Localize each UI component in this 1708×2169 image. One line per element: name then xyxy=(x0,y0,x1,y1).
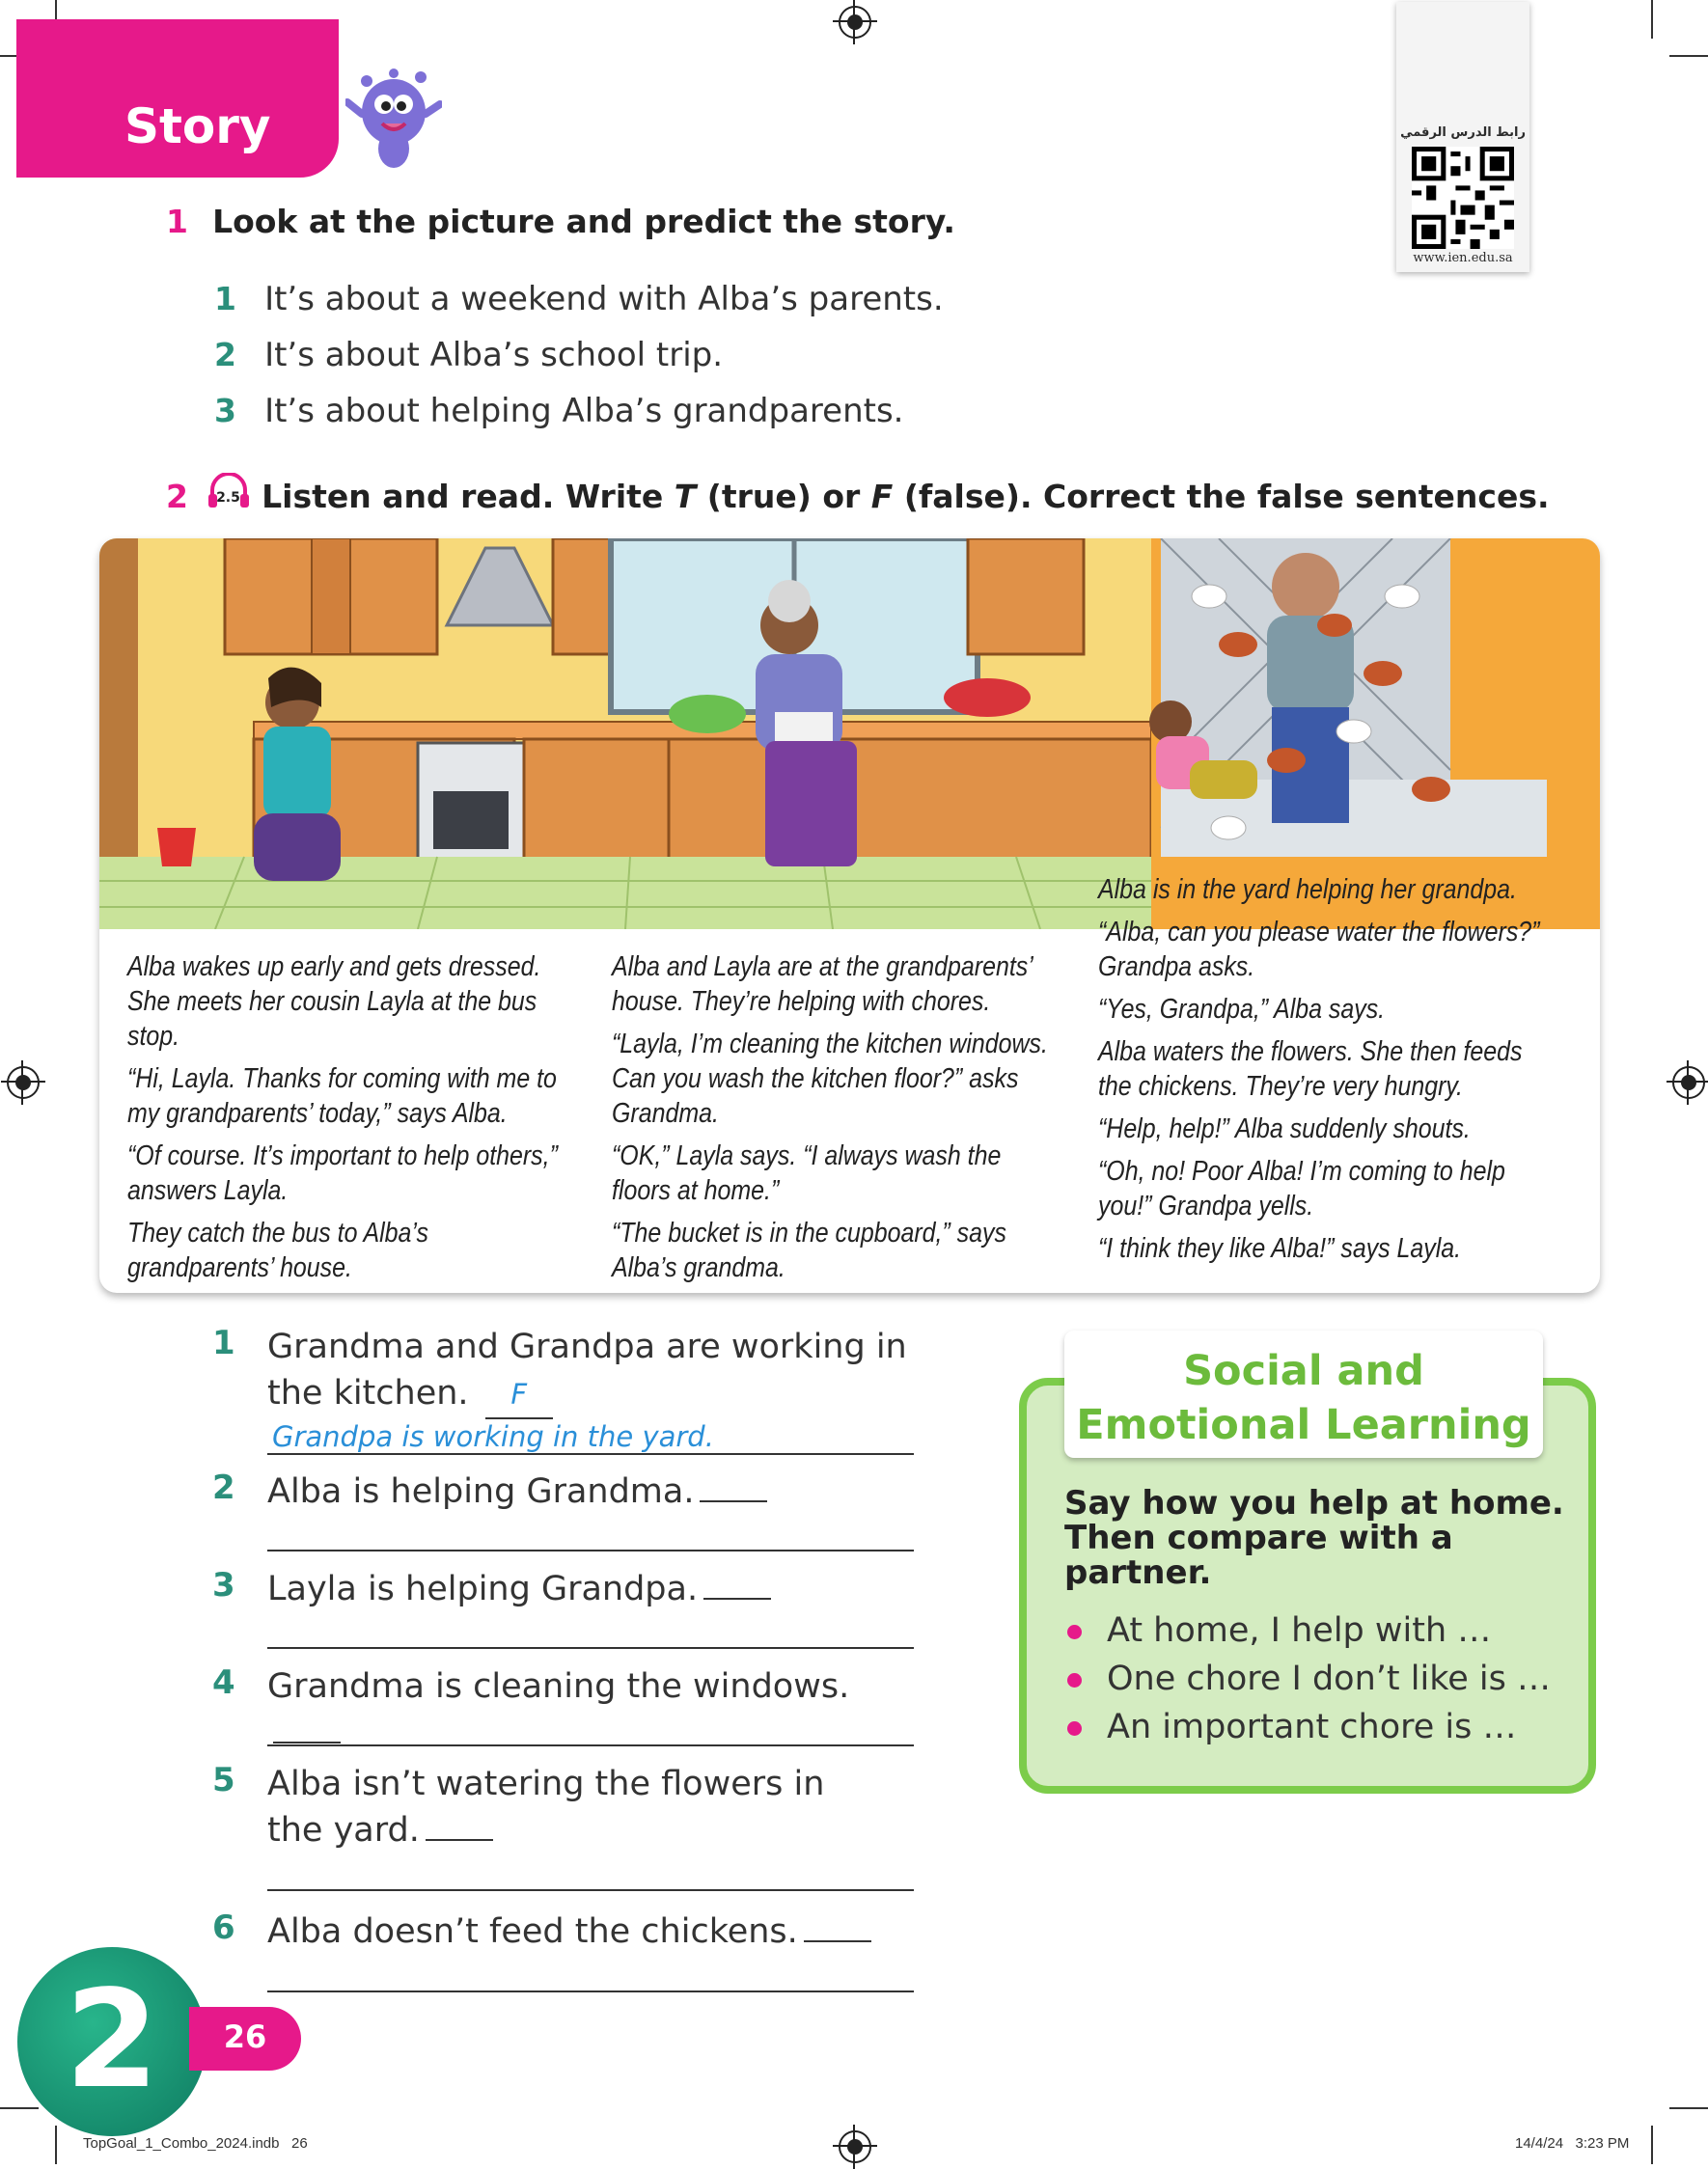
qr-code-card[interactable] xyxy=(1396,2,1529,272)
page-number: 26 xyxy=(223,2018,267,2055)
answer-letter: F xyxy=(510,1378,528,1411)
list-item: An important chore is … xyxy=(1064,1703,1566,1751)
unit-badge xyxy=(17,1947,207,2136)
story-column-3: Alba is in the yard helping her grandpa. “Alba, can you please water the flowers?” Grandpa asks. “Yes, Grandpa,” Alba says. Alba waters the flowers. She then feeds the chickens. They’re very hungry. “Help, help!” Alba suddenly shouts. “Oh, no! Poor Alba! I’m coming to help you!” Grandpa yells. “I think they like Alba!” says Layla. xyxy=(1098,874,1540,1264)
crop-mark xyxy=(55,2126,57,2164)
answer-blank[interactable] xyxy=(485,1370,553,1419)
crop-mark xyxy=(1669,55,1708,57)
answer-line[interactable] xyxy=(267,1744,914,1746)
qr-title: رابط الدرس الرقمي xyxy=(1400,125,1526,140)
story-column-2: Alba and Layla are at the grandparents’ house. They’re helping with chores. “Layla, I’m cleaning the kitchen windows. Can you wash the kitchen floor?” asks Grandma. “OK,” Layla says. “I always wash the floors at home.” “The bucket is in the cupboard,” says Alba’s grandma. xyxy=(612,951,1048,1283)
exercise-1-heading xyxy=(166,203,955,240)
file-slug: TopGoal_1_Combo_2024.indb 26 xyxy=(83,2135,308,2152)
story-section-tab xyxy=(16,19,339,178)
section-label: Story xyxy=(124,98,271,154)
list-item: One chore I don’t like is … xyxy=(1064,1655,1566,1703)
answer-blank[interactable] xyxy=(804,1911,871,1942)
answer-line[interactable] xyxy=(267,1453,914,1455)
exercise-instruction: Look at the picture and predict the story. xyxy=(212,203,955,240)
question-5: 5 Alba isn’t watering the flowers in the yard. xyxy=(212,1761,825,1850)
prediction-option: 2 It’s about Alba’s school trip. xyxy=(214,336,724,374)
question-3: 3 Layla is helping Grandpa. xyxy=(212,1566,907,1612)
question-2: 2 Alba is helping Grandma. xyxy=(212,1469,907,1515)
crop-mark xyxy=(1651,0,1653,39)
question-6: 6 Alba doesn’t feed the chickens. xyxy=(212,1908,907,1955)
answer-blank[interactable] xyxy=(426,1810,493,1841)
correction-text: Grandpa is working in the yard. xyxy=(272,1420,714,1453)
registration-mark-bottom xyxy=(839,2130,871,2163)
registration-mark-left xyxy=(7,1066,40,1099)
list-item: At home, I help with … xyxy=(1064,1606,1566,1655)
print-date: 14/4/24 3:23 PM xyxy=(1515,2135,1630,2152)
question-4: 4 Grandma is cleaning the windows. xyxy=(212,1663,907,1756)
sel-title-line2: Emotional Learning xyxy=(1076,1401,1531,1449)
prediction-option: 1 It’s about a weekend with Alba’s parents. xyxy=(214,280,944,318)
answer-blank[interactable] xyxy=(703,1569,771,1600)
mascot-illustration xyxy=(345,56,442,180)
answer-blank[interactable] xyxy=(273,1713,341,1743)
answer-line[interactable] xyxy=(267,1647,914,1649)
exercise-2-heading: 2 2.5 Listen and read. Write T (true) or F (false). Correct the false sentences. xyxy=(166,473,1550,515)
question-1: 1 Grandma and Grandpa are working in the kitchen. F xyxy=(212,1324,907,1419)
sel-title-line1: Social and xyxy=(1183,1347,1424,1395)
unit-number: 2 xyxy=(65,1962,159,2119)
story-column-1: Alba wakes up early and gets dressed. She meets her cousin Layla at the bus stop. “Hi, Layla. Thanks for coming with me to my grandparents’ today,” says Alba. “Of course. It’s important to help others,” answers Layla. They catch the bus to Alba’s grandparents’ house. xyxy=(127,951,558,1283)
sel-prompt: Say how you help at home. Then compare with a partner. xyxy=(1064,1484,1564,1592)
crop-mark xyxy=(1651,2126,1653,2164)
audio-track-icon[interactable] xyxy=(207,473,251,511)
answer-blank[interactable] xyxy=(700,1471,767,1502)
qr-url[interactable]: www.ien.edu.sa xyxy=(1413,251,1513,265)
sel-title-card xyxy=(1064,1331,1543,1458)
sel-bullet-list xyxy=(1064,1606,1566,1751)
answer-line[interactable] xyxy=(267,1889,914,1891)
exercise-number: 2 xyxy=(166,478,188,515)
exercise-number: 1 xyxy=(166,203,188,240)
page-number-badge xyxy=(189,2007,301,2071)
answer-line[interactable] xyxy=(267,1550,914,1551)
registration-mark-top xyxy=(839,6,871,39)
answer-line[interactable] xyxy=(267,1991,914,1992)
story-illustration xyxy=(99,538,1600,929)
audio-track-number: 2.5 xyxy=(216,490,240,506)
crop-mark xyxy=(1669,2107,1708,2109)
prediction-option: 3 It’s about helping Alba’s grandparents. xyxy=(214,392,904,430)
qr-code-icon xyxy=(1412,147,1514,249)
registration-mark-right xyxy=(1672,1066,1705,1099)
